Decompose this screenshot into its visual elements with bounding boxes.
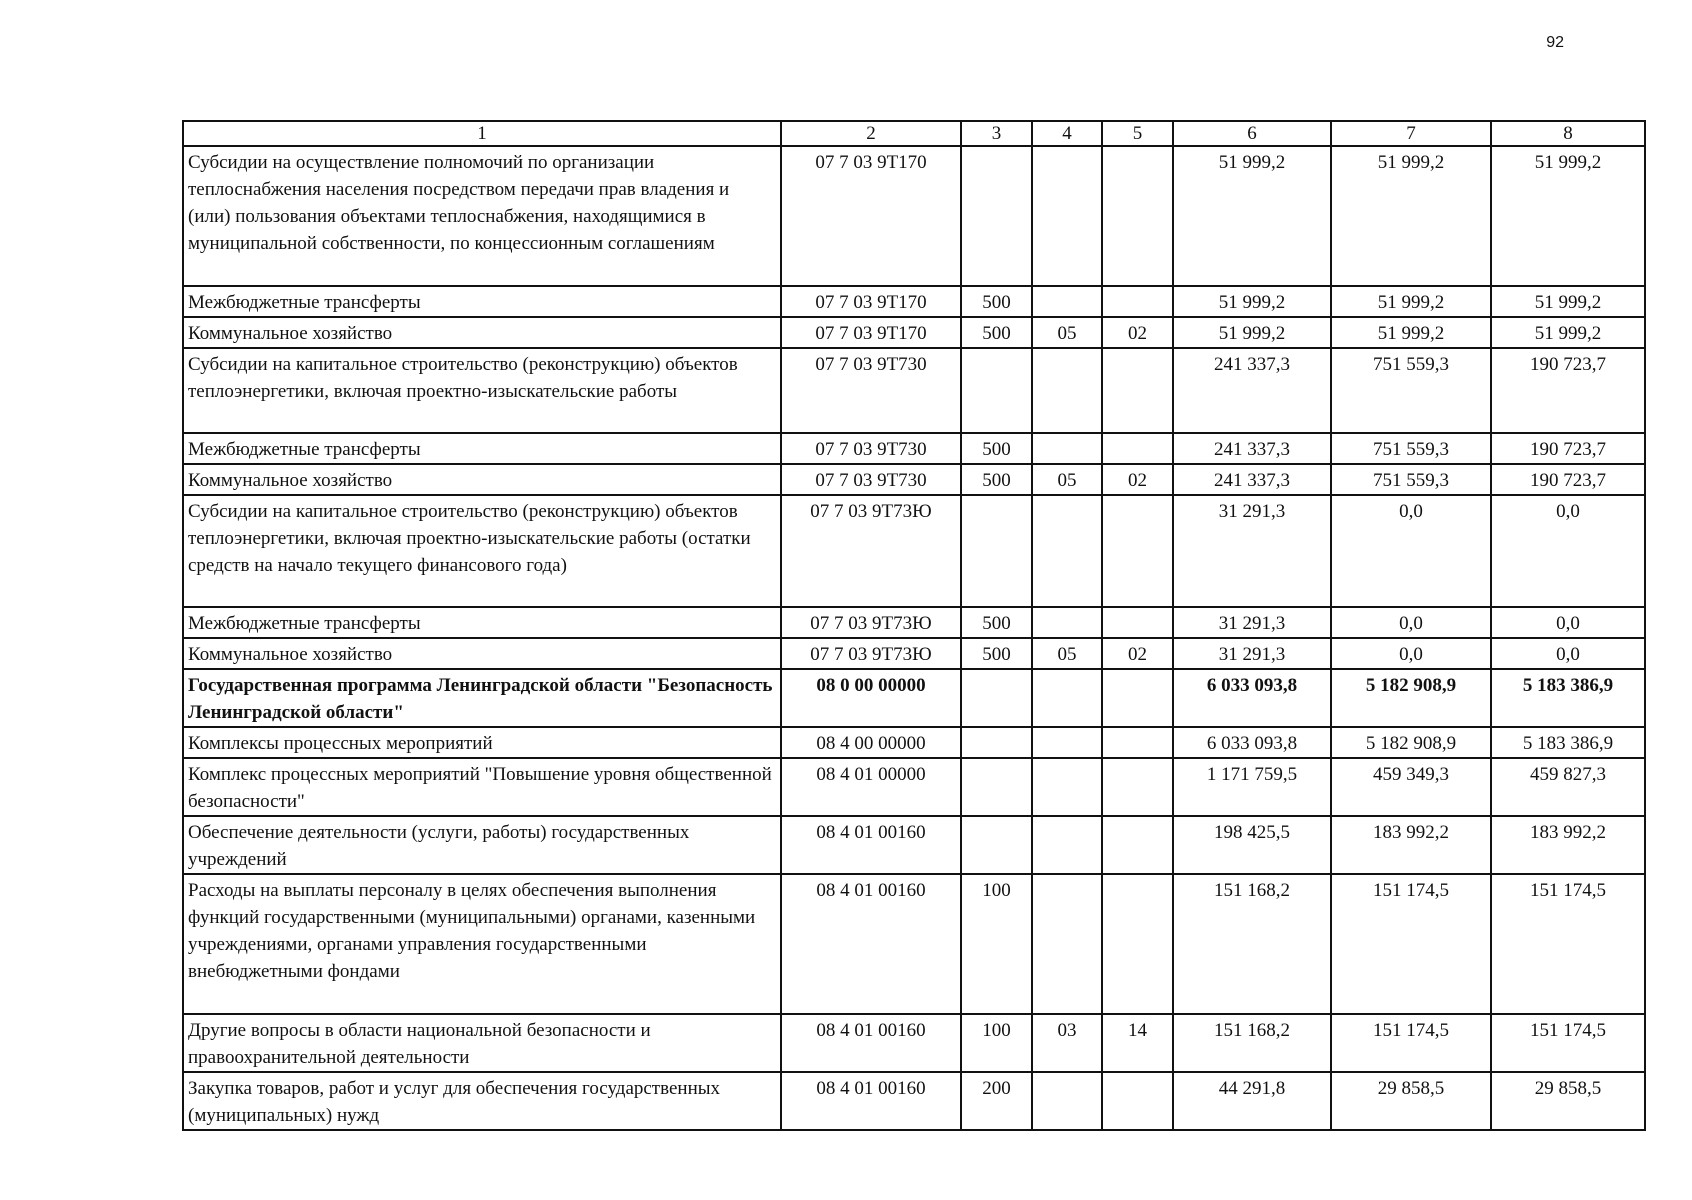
amount-col-8: 151 174,5 [1491, 1014, 1645, 1072]
column-header: 7 [1331, 121, 1491, 146]
amount-col-6: 31 291,3 [1173, 607, 1331, 638]
budget-code: 07 7 03 9Т73Ю [781, 638, 961, 669]
expense-type: 200 [961, 1072, 1032, 1130]
section: 05 [1032, 317, 1102, 348]
column-header: 1 [183, 121, 781, 146]
row-name: Субсидии на капитальное строительство (реконструкцию) объектов теплоэнергетики, включая проектно-изыскательские работы [183, 348, 781, 433]
column-header: 6 [1173, 121, 1331, 146]
budget-code: 08 4 01 00160 [781, 816, 961, 874]
amount-col-7: 51 999,2 [1331, 286, 1491, 317]
budget-code: 07 7 03 9Т730 [781, 433, 961, 464]
amount-col-6: 51 999,2 [1173, 146, 1331, 286]
expense-type: 100 [961, 874, 1032, 1014]
amount-col-7: 751 559,3 [1331, 348, 1491, 433]
budget-code: 08 4 01 00160 [781, 1014, 961, 1072]
row-name: Субсидии на капитальное строительство (реконструкцию) объектов теплоэнергетики, включая проектно-изыскательские работы (остатки средств на начало текущего финансового года) [183, 495, 781, 607]
table-row [183, 727, 1645, 758]
amount-col-6: 6 033 093,8 [1173, 669, 1331, 727]
section [1032, 669, 1102, 727]
section [1032, 495, 1102, 607]
amount-col-7: 51 999,2 [1331, 146, 1491, 286]
table-row [183, 146, 1645, 286]
section [1032, 816, 1102, 874]
row-name: Субсидии на осуществление полномочий по организации теплоснабжения населения посредством передачи прав владения и (или) пользования объектами теплоснабжения, находящимися в муниципальной собственности, по концессионным соглашениям [183, 146, 781, 286]
subsection: 02 [1102, 317, 1173, 348]
amount-col-6: 241 337,3 [1173, 433, 1331, 464]
row-name: Коммунальное хозяйство [183, 638, 781, 669]
table-row [183, 758, 1645, 816]
subsection [1102, 495, 1173, 607]
row-name: Коммунальное хозяйство [183, 317, 781, 348]
expense-type [961, 816, 1032, 874]
amount-col-7: 151 174,5 [1331, 1014, 1491, 1072]
row-name: Государственная программа Ленинградской области "Безопасность Ленинградской области" [183, 669, 781, 727]
table-body [183, 146, 1645, 1130]
amount-col-7: 183 992,2 [1331, 816, 1491, 874]
row-name: Межбюджетные трансферты [183, 286, 781, 317]
section: 03 [1032, 1014, 1102, 1072]
subsection: 14 [1102, 1014, 1173, 1072]
table-row [183, 816, 1645, 874]
budget-code: 08 4 01 00160 [781, 874, 961, 1014]
section [1032, 758, 1102, 816]
table-row [183, 607, 1645, 638]
expense-type: 500 [961, 607, 1032, 638]
amount-col-6: 198 425,5 [1173, 816, 1331, 874]
expense-type [961, 727, 1032, 758]
subsection: 02 [1102, 638, 1173, 669]
amount-col-8: 51 999,2 [1491, 317, 1645, 348]
table-row [183, 669, 1645, 727]
budget-code: 08 0 00 00000 [781, 669, 961, 727]
amount-col-8: 190 723,7 [1491, 464, 1645, 495]
section [1032, 286, 1102, 317]
section [1032, 433, 1102, 464]
section: 05 [1032, 464, 1102, 495]
amount-col-7: 29 858,5 [1331, 1072, 1491, 1130]
row-name: Закупка товаров, работ и услуг для обеспечения государственных (муниципальных) нужд [183, 1072, 781, 1130]
section [1032, 146, 1102, 286]
subsection [1102, 1072, 1173, 1130]
budget-code: 07 7 03 9Т170 [781, 146, 961, 286]
expense-type: 500 [961, 317, 1032, 348]
amount-col-8: 5 183 386,9 [1491, 669, 1645, 727]
amount-col-6: 151 168,2 [1173, 1014, 1331, 1072]
page-number: 92 [1546, 34, 1564, 51]
row-name: Межбюджетные трансферты [183, 433, 781, 464]
table-row [183, 317, 1645, 348]
amount-col-6: 1 171 759,5 [1173, 758, 1331, 816]
expense-type [961, 495, 1032, 607]
amount-col-6: 241 337,3 [1173, 348, 1331, 433]
expense-type: 500 [961, 433, 1032, 464]
header-row [183, 121, 1645, 146]
table-row [183, 1014, 1645, 1072]
column-header: 8 [1491, 121, 1645, 146]
amount-col-8: 151 174,5 [1491, 874, 1645, 1014]
budget-code: 07 7 03 9Т170 [781, 286, 961, 317]
amount-col-8: 29 858,5 [1491, 1072, 1645, 1130]
amount-col-8: 0,0 [1491, 607, 1645, 638]
budget-code: 08 4 00 00000 [781, 727, 961, 758]
amount-col-8: 0,0 [1491, 638, 1645, 669]
column-header: 5 [1102, 121, 1173, 146]
table-row [183, 348, 1645, 433]
column-header: 4 [1032, 121, 1102, 146]
row-name: Комплексы процессных мероприятий [183, 727, 781, 758]
subsection [1102, 433, 1173, 464]
section [1032, 348, 1102, 433]
budget-code: 08 4 01 00000 [781, 758, 961, 816]
amount-col-8: 459 827,3 [1491, 758, 1645, 816]
table-row [183, 286, 1645, 317]
budget-code: 07 7 03 9Т73Ю [781, 495, 961, 607]
expense-type: 500 [961, 464, 1032, 495]
section [1032, 874, 1102, 1014]
amount-col-7: 751 559,3 [1331, 464, 1491, 495]
subsection [1102, 286, 1173, 317]
subsection [1102, 816, 1173, 874]
expense-type: 100 [961, 1014, 1032, 1072]
table-row [183, 433, 1645, 464]
amount-col-8: 0,0 [1491, 495, 1645, 607]
section: 05 [1032, 638, 1102, 669]
subsection: 02 [1102, 464, 1173, 495]
budget-code: 07 7 03 9Т73Ю [781, 607, 961, 638]
section [1032, 1072, 1102, 1130]
row-name: Расходы на выплаты персоналу в целях обеспечения выполнения функций государственными (муниципальными) органами, казенными учреждениями, органами управления государственными внебюджетными фондами [183, 874, 781, 1014]
expense-type [961, 348, 1032, 433]
table-row [183, 495, 1645, 607]
subsection [1102, 607, 1173, 638]
amount-col-7: 5 182 908,9 [1331, 669, 1491, 727]
amount-col-7: 51 999,2 [1331, 317, 1491, 348]
table-row [183, 464, 1645, 495]
expense-type [961, 758, 1032, 816]
amount-col-8: 5 183 386,9 [1491, 727, 1645, 758]
amount-col-8: 190 723,7 [1491, 348, 1645, 433]
budget-code: 08 4 01 00160 [781, 1072, 961, 1130]
budget-sheet [182, 120, 1646, 1131]
table-row [183, 1072, 1645, 1130]
section [1032, 727, 1102, 758]
amount-col-7: 5 182 908,9 [1331, 727, 1491, 758]
amount-col-7: 0,0 [1331, 495, 1491, 607]
expense-type [961, 669, 1032, 727]
budget-code: 07 7 03 9Т170 [781, 317, 961, 348]
section [1032, 607, 1102, 638]
column-header: 3 [961, 121, 1032, 146]
expense-type: 500 [961, 638, 1032, 669]
amount-col-6: 31 291,3 [1173, 495, 1331, 607]
amount-col-6: 51 999,2 [1173, 317, 1331, 348]
budget-code: 07 7 03 9Т730 [781, 348, 961, 433]
amount-col-8: 183 992,2 [1491, 816, 1645, 874]
amount-col-7: 0,0 [1331, 638, 1491, 669]
budget-table [182, 120, 1646, 1131]
amount-col-7: 459 349,3 [1331, 758, 1491, 816]
amount-col-6: 6 033 093,8 [1173, 727, 1331, 758]
amount-col-7: 0,0 [1331, 607, 1491, 638]
column-header: 2 [781, 121, 961, 146]
amount-col-8: 190 723,7 [1491, 433, 1645, 464]
row-name: Обеспечение деятельности (услуги, работы) государственных учреждений [183, 816, 781, 874]
amount-col-8: 51 999,2 [1491, 146, 1645, 286]
table-row [183, 874, 1645, 1014]
budget-code: 07 7 03 9Т730 [781, 464, 961, 495]
subsection [1102, 669, 1173, 727]
amount-col-7: 751 559,3 [1331, 433, 1491, 464]
amount-col-6: 51 999,2 [1173, 286, 1331, 317]
amount-col-6: 241 337,3 [1173, 464, 1331, 495]
expense-type: 500 [961, 286, 1032, 317]
subsection [1102, 146, 1173, 286]
amount-col-8: 51 999,2 [1491, 286, 1645, 317]
row-name: Комплекс процессных мероприятий "Повышение уровня общественной безопасности" [183, 758, 781, 816]
row-name: Коммунальное хозяйство [183, 464, 781, 495]
amount-col-6: 44 291,8 [1173, 1072, 1331, 1130]
row-name: Другие вопросы в области национальной безопасности и правоохранительной деятельности [183, 1014, 781, 1072]
subsection [1102, 727, 1173, 758]
amount-col-6: 151 168,2 [1173, 874, 1331, 1014]
row-name: Межбюджетные трансферты [183, 607, 781, 638]
subsection [1102, 758, 1173, 816]
table-row [183, 638, 1645, 669]
subsection [1102, 874, 1173, 1014]
expense-type [961, 146, 1032, 286]
subsection [1102, 348, 1173, 433]
amount-col-6: 31 291,3 [1173, 638, 1331, 669]
amount-col-7: 151 174,5 [1331, 874, 1491, 1014]
